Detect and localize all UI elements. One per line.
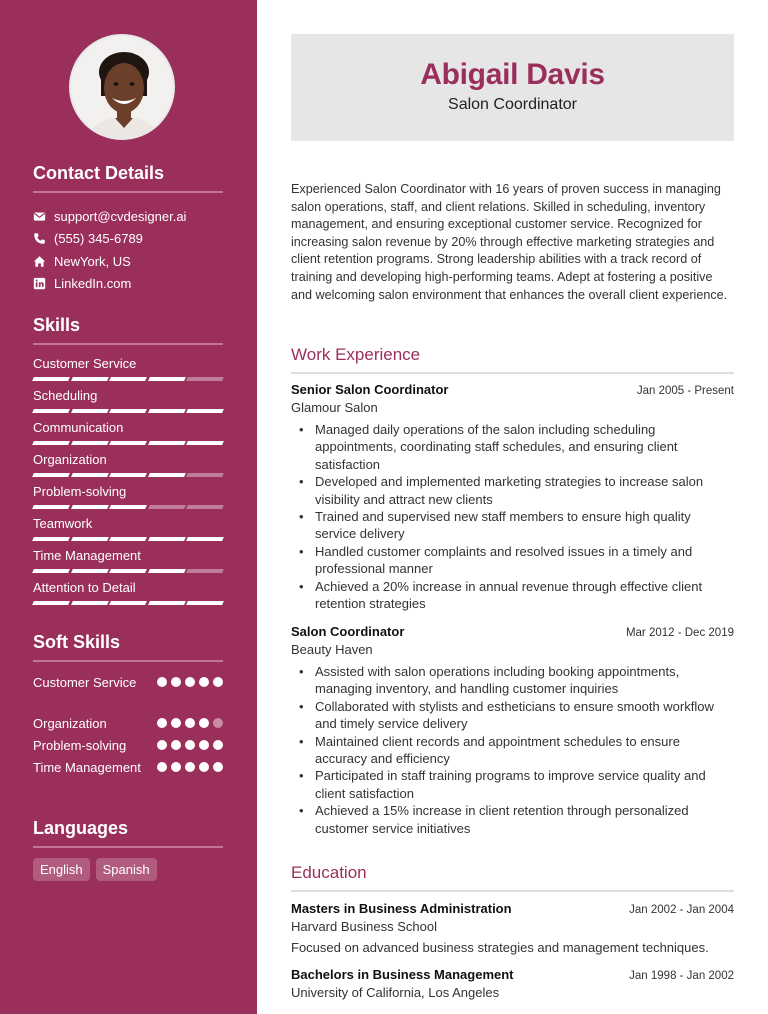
rating-dot bbox=[157, 740, 167, 750]
job-bullet: • Participated in staff training programs to improve service quality and client satisfaction bbox=[291, 767, 734, 802]
skill-level-segment bbox=[32, 601, 69, 605]
rating-dot bbox=[171, 718, 181, 728]
skill-item bbox=[33, 484, 223, 516]
skill-level-segment bbox=[186, 601, 223, 605]
contact-linkedin[interactable] bbox=[33, 273, 223, 296]
skill-item bbox=[33, 420, 223, 452]
skill-level-bar bbox=[33, 409, 223, 413]
education-school: Harvard Business School bbox=[291, 919, 437, 934]
contact-email-text: support@cvdesigner.ai bbox=[54, 208, 187, 224]
home-icon bbox=[33, 255, 46, 268]
phone-icon bbox=[33, 232, 46, 245]
avatar bbox=[69, 34, 175, 140]
contact-location-text: NewYork, US bbox=[54, 253, 131, 269]
languages-list bbox=[33, 858, 223, 881]
skill-level-segment bbox=[148, 601, 185, 605]
rating-dot bbox=[157, 762, 167, 772]
skill-level-segment bbox=[32, 473, 69, 477]
job-bullets bbox=[291, 421, 734, 612]
contact-heading: Contact Details bbox=[33, 163, 223, 193]
skill-level-segment bbox=[186, 537, 223, 541]
job-bullet: • Handled customer complaints and resolved issues in a timely and professional manner bbox=[291, 543, 734, 578]
rating-dot bbox=[157, 718, 167, 728]
job-bullet: • Maintained client records and appointment schedules to ensure accuracy and efficiency bbox=[291, 733, 734, 768]
language-tag: English bbox=[33, 858, 90, 881]
job-bullet: • Collaborated with stylists and estheticians to ensure smooth workflow and timely service delivery bbox=[291, 698, 734, 733]
contact-section bbox=[33, 163, 223, 295]
skill-name: Teamwork bbox=[33, 516, 93, 531]
soft-skill-rating bbox=[157, 674, 223, 687]
education-description: Focused on advanced business strategies and management techniques. bbox=[291, 940, 709, 955]
education-degree: Masters in Business Administration bbox=[291, 901, 512, 916]
rating-dot bbox=[213, 718, 223, 728]
rating-dot bbox=[213, 677, 223, 687]
skill-level-segment bbox=[32, 537, 69, 541]
soft-skill-item bbox=[33, 674, 223, 715]
skills-section bbox=[33, 315, 223, 612]
soft-skill-rating bbox=[157, 737, 223, 750]
soft-skill-rating bbox=[157, 759, 223, 772]
rating-dot bbox=[199, 762, 209, 772]
contact-phone-text: (555) 345-6789 bbox=[54, 231, 143, 247]
job-role: Senior Salon Coordinator bbox=[291, 382, 449, 397]
skill-level-segment bbox=[32, 505, 69, 509]
soft-skill-item bbox=[33, 759, 223, 800]
rating-dot bbox=[171, 677, 181, 687]
job-bullet: • Achieved a 20% increase in annual revenue through effective client retention strategies bbox=[291, 578, 734, 613]
skill-level-bar bbox=[33, 377, 223, 381]
skill-level-segment bbox=[32, 377, 69, 381]
sidebar bbox=[0, 0, 257, 1014]
soft-skill-item bbox=[33, 737, 223, 759]
rating-dot bbox=[199, 718, 209, 728]
skill-level-segment bbox=[186, 505, 223, 509]
job-role: Salon Coordinator bbox=[291, 624, 405, 639]
skill-level-segment bbox=[71, 505, 108, 509]
skill-item bbox=[33, 388, 223, 420]
skill-level-segment bbox=[148, 377, 185, 381]
skill-level-segment bbox=[186, 377, 223, 381]
skill-level-segment bbox=[109, 601, 146, 605]
skill-name: Scheduling bbox=[33, 388, 98, 403]
envelope-icon bbox=[33, 210, 46, 223]
education-entry bbox=[291, 967, 734, 1000]
skill-level-segment bbox=[148, 409, 185, 413]
header-box bbox=[291, 34, 734, 141]
skill-level-segment bbox=[186, 409, 223, 413]
skill-level-segment bbox=[109, 505, 146, 509]
rating-dot bbox=[157, 677, 167, 687]
candidate-title: Salon Coordinator bbox=[448, 96, 577, 113]
profile-photo-icon bbox=[71, 36, 175, 140]
skill-level-bar bbox=[33, 537, 223, 541]
contact-linkedin-text: LinkedIn.com bbox=[54, 276, 132, 292]
profile-summary: Experienced Salon Coordinator with 16 years of proven success in managing salon operations, staff, and client relations. Skilled in scheduling, inventory management, and ensuring exceptional customer service. Recognized for increasing salon revenue by 20% through effective marketing strategies and client retention programs. Strong leadership abilities with a track record of training and developing high-performing teams. Adept at fostering a positive and welcoming salon environment that enhances the overall client experience. bbox=[291, 182, 728, 302]
skill-level-bar bbox=[33, 505, 223, 509]
job-company: Beauty Haven bbox=[291, 642, 373, 657]
rating-dot bbox=[185, 762, 195, 772]
contact-list bbox=[33, 205, 223, 295]
education-dates: Jan 2002 - Jan 2004 bbox=[629, 904, 734, 916]
skill-level-segment bbox=[71, 441, 108, 445]
skill-level-segment bbox=[109, 473, 146, 477]
job-header bbox=[291, 624, 734, 639]
job-entry bbox=[291, 624, 734, 837]
skill-item bbox=[33, 580, 223, 612]
contact-email[interactable] bbox=[33, 205, 223, 228]
rating-dot bbox=[171, 740, 181, 750]
education-school: University of California, Los Angeles bbox=[291, 985, 500, 1000]
skill-level-segment bbox=[109, 537, 146, 541]
contact-phone[interactable] bbox=[33, 228, 223, 251]
skill-item bbox=[33, 516, 223, 548]
linkedin-icon bbox=[33, 277, 46, 290]
skill-level-bar bbox=[33, 473, 223, 477]
job-bullet: • Managed daily operations of the salon including scheduling appointments, coordinating staff schedules, and ensuring client satisfaction bbox=[291, 421, 734, 473]
soft-skill-name: Time Management bbox=[33, 760, 141, 775]
education-heading: Education bbox=[291, 863, 734, 892]
skill-name: Communication bbox=[33, 420, 124, 435]
skill-level-segment bbox=[148, 441, 185, 445]
work-experience-heading: Work Experience bbox=[291, 345, 734, 374]
rating-dot bbox=[185, 677, 195, 687]
skill-level-segment bbox=[32, 409, 69, 413]
skill-item bbox=[33, 356, 223, 388]
job-company: Glamour Salon bbox=[291, 400, 378, 415]
skills-list bbox=[33, 356, 223, 612]
job-bullet: • Trained and supervised new staff members to ensure high quality service delivery bbox=[291, 508, 734, 543]
job-dates: Mar 2012 - Dec 2019 bbox=[625, 627, 734, 639]
soft-skill-rating bbox=[157, 715, 223, 728]
language-tag: Spanish bbox=[96, 858, 157, 881]
skill-level-segment bbox=[71, 569, 108, 573]
soft-skills-heading: Soft Skills bbox=[33, 632, 223, 662]
skill-level-segment bbox=[148, 473, 185, 477]
skill-level-segment bbox=[186, 569, 223, 573]
rating-dot bbox=[213, 762, 223, 772]
skill-name: Problem-solving bbox=[33, 484, 127, 499]
soft-skill-name: Organization bbox=[33, 716, 107, 731]
skill-level-bar bbox=[33, 569, 223, 573]
job-bullet: • Assisted with salon operations including booking appointments, managing inventory, and handling customer inquiries bbox=[291, 663, 734, 698]
skill-item bbox=[33, 548, 223, 580]
skill-level-segment bbox=[109, 441, 146, 445]
job-bullets bbox=[291, 663, 734, 837]
soft-skills-section bbox=[33, 632, 223, 800]
job-bullet: • Developed and implemented marketing strategies to increase salon visibility and attract new clients bbox=[291, 473, 734, 508]
skill-level-segment bbox=[186, 441, 223, 445]
job-bullet: • Achieved a 15% increase in client retention through personalized customer service initiatives bbox=[291, 802, 734, 837]
skills-heading: Skills bbox=[33, 315, 223, 345]
rating-dot bbox=[213, 740, 223, 750]
skill-level-segment bbox=[148, 569, 185, 573]
rating-dot bbox=[185, 740, 195, 750]
education-dates: Jan 1998 - Jan 2002 bbox=[629, 970, 734, 982]
skill-level-bar bbox=[33, 601, 223, 605]
soft-skills-list bbox=[33, 674, 223, 800]
skill-level-segment bbox=[109, 409, 146, 413]
skill-name: Attention to Detail bbox=[33, 580, 136, 595]
job-entry bbox=[291, 382, 734, 612]
job-dates: Jan 2005 - Present bbox=[636, 385, 734, 397]
soft-skill-item bbox=[33, 715, 223, 737]
skill-name: Organization bbox=[33, 452, 107, 467]
skill-level-segment bbox=[109, 377, 146, 381]
education-entry bbox=[291, 901, 734, 955]
candidate-name: Abigail Davis bbox=[420, 58, 605, 91]
education-header bbox=[291, 901, 734, 916]
skill-level-segment bbox=[71, 409, 108, 413]
skill-level-segment bbox=[71, 601, 108, 605]
rating-dot bbox=[199, 740, 209, 750]
skill-name: Time Management bbox=[33, 548, 141, 563]
skill-level-segment bbox=[186, 473, 223, 477]
soft-skill-name: Problem-solving bbox=[33, 738, 127, 753]
skill-level-segment bbox=[32, 569, 69, 573]
rating-dot bbox=[185, 718, 195, 728]
contact-location bbox=[33, 250, 223, 273]
skill-name: Customer Service bbox=[33, 356, 137, 371]
rating-dot bbox=[199, 677, 209, 687]
languages-section bbox=[33, 818, 223, 881]
skill-level-bar bbox=[33, 441, 223, 445]
skill-level-segment bbox=[71, 537, 108, 541]
skill-level-segment bbox=[71, 473, 108, 477]
skill-item bbox=[33, 452, 223, 484]
rating-dot bbox=[171, 762, 181, 772]
education-degree: Bachelors in Business Management bbox=[291, 967, 514, 982]
skill-level-segment bbox=[32, 441, 69, 445]
job-header bbox=[291, 382, 734, 397]
skill-level-segment bbox=[148, 505, 185, 509]
skill-level-segment bbox=[148, 537, 185, 541]
soft-skill-name: Customer Service bbox=[33, 675, 137, 690]
education-header bbox=[291, 967, 734, 982]
languages-heading: Languages bbox=[33, 818, 223, 848]
skill-level-segment bbox=[109, 569, 146, 573]
skill-level-segment bbox=[71, 377, 108, 381]
